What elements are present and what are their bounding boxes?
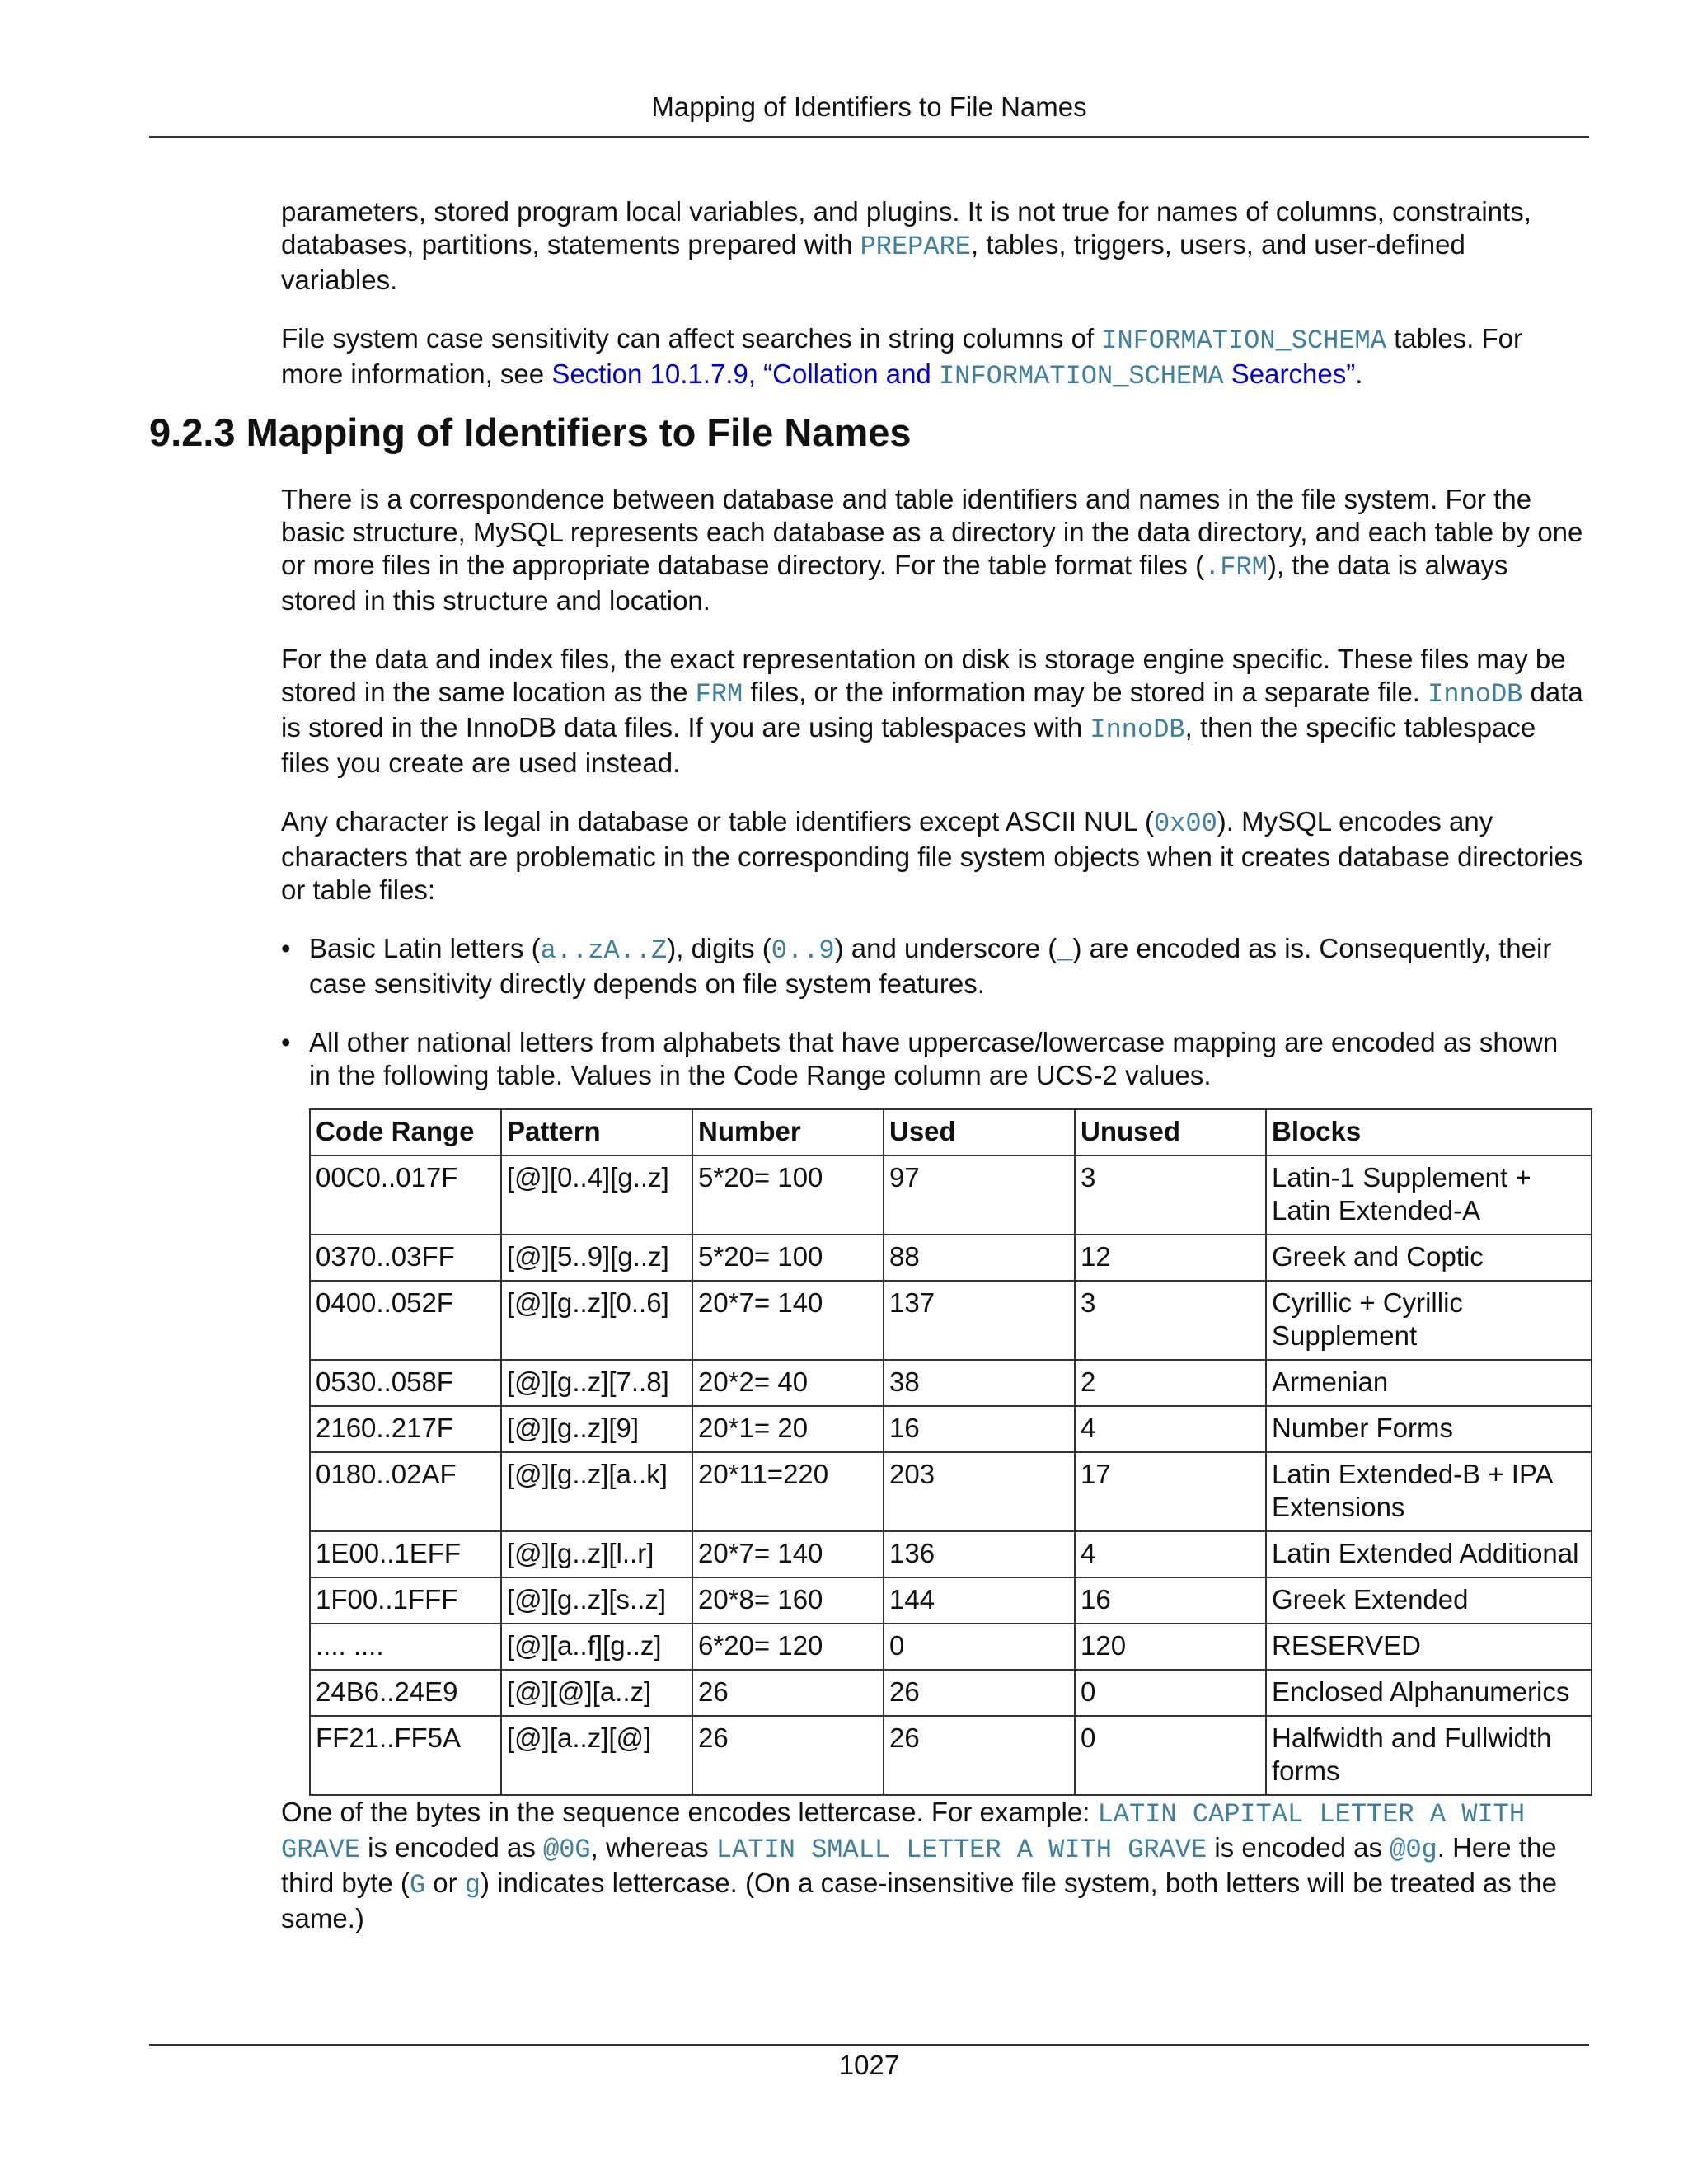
section-paragraph-3: Any character is legal in database or table identifiers except ASCII NUL (0x00). MySQL encodes any characters that are problematic in the corresponding file system objects when it creates database directories or table files:	[281, 806, 1583, 905]
lettercase-paragraph: One of the bytes in the sequence encodes lettercase. For example: LATIN CAPITAL LETTER A WITH GRAVE is encoded as @0G, whereas LATIN SMALL LETTER A WITH GRAVE is encoded as @0g. Here the third byte (G or g) indicates lettercase. (On a case-insensitive file system, both letters will be treated as the same.)	[281, 1797, 1557, 1933]
column-header: Unused	[1075, 1109, 1266, 1155]
table-cell: 38	[884, 1360, 1075, 1406]
table-cell: RESERVED	[1266, 1624, 1592, 1670]
table-cell: [@][g..z][7..8]	[501, 1360, 692, 1406]
table-cell: 1F00..1FFF	[310, 1577, 501, 1624]
table-cell: 203	[884, 1452, 1075, 1531]
column-header: Blocks	[1266, 1109, 1592, 1155]
code-frm-ext: .FRM	[1204, 552, 1268, 583]
table-cell: Greek Extended	[1266, 1577, 1592, 1624]
section-paragraph-2: For the data and index files, the exact representation on disk is storage engine specific. These files may be stored in the same location as the FRM files, or the information may be stored in a separate file. InnoDB data is stored in the InnoDB data files. If you are using tablespaces with InnoDB, then the specific tablespace files you create are used instead.	[281, 644, 1583, 778]
table-cell: .... ....	[310, 1624, 501, 1670]
table-cell: FF21..FF5A	[310, 1716, 501, 1795]
table-cell: [@][a..z][@]	[501, 1716, 692, 1795]
table-cell: 0	[1075, 1716, 1266, 1795]
table-cell: 88	[884, 1235, 1075, 1281]
table-cell: 12	[1075, 1235, 1266, 1281]
code-range-table	[309, 1108, 1592, 1796]
table-header-row	[310, 1109, 1592, 1155]
table-cell: 0400..052F	[310, 1281, 501, 1360]
list-item: • Basic Latin letters (a..zA..Z), digits (0..9) and underscore (_) are encoded as is. Consequently, their case sensitivity directly depends on file system features.	[281, 933, 1552, 999]
table-cell: 00C0..017F	[310, 1155, 501, 1235]
table-cell: 26	[884, 1716, 1075, 1795]
table-row	[310, 1360, 1592, 1406]
table-cell: 137	[884, 1281, 1075, 1360]
table-body	[310, 1155, 1592, 1795]
page-number: 1027	[838, 2050, 900, 2080]
table-row	[310, 1281, 1592, 1360]
table-row	[310, 1235, 1592, 1281]
code-nul: 0x00	[1153, 808, 1217, 839]
table-row	[310, 1716, 1592, 1795]
code-innodb-2: InnoDB	[1090, 715, 1185, 745]
table-cell: 0180..02AF	[310, 1452, 501, 1531]
column-header: Pattern	[501, 1109, 692, 1155]
table-cell: [@][g..z][l..r]	[501, 1531, 692, 1577]
table-cell: [@][a..f][g..z]	[501, 1624, 692, 1670]
table-cell: 20*1= 20	[692, 1406, 884, 1452]
table-cell: 26	[692, 1716, 884, 1795]
table-cell: 4	[1075, 1406, 1266, 1452]
table-cell: 4	[1075, 1531, 1266, 1577]
bullet-icon: •	[281, 1027, 291, 1057]
collation-section-link[interactable]: Section 10.1.7.9, “Collation and INFORMATION_SCHEMA Searches”	[551, 359, 1356, 391]
table-cell: 136	[884, 1531, 1075, 1577]
table-cell: 97	[884, 1155, 1075, 1235]
footer-rule	[149, 2044, 1589, 2046]
running-header: Mapping of Identifiers to File Names	[651, 91, 1087, 122]
table-cell: 16	[884, 1406, 1075, 1452]
section-paragraph-1: There is a correspondence between database and table identifiers and names in the file system. For the basic structure, MySQL represents each database as a directory in the data directory, and each table by one or more files in the appropriate database directory. For the table format files (.FRM), the data is always stored in this structure and location.	[281, 484, 1583, 616]
table-cell: 0370..03FF	[310, 1235, 501, 1281]
table-cell: Latin Extended Additional	[1266, 1531, 1592, 1577]
table-cell: 20*2= 40	[692, 1360, 884, 1406]
table-cell: 1E00..1EFF	[310, 1531, 501, 1577]
intro-paragraph-2: File system case sensitivity can affect searches in string columns of INFORMATION_SCHEMA tables. For more information, see Section 10.1.7.9, “Collation and INFORMATION_SCHEMA Searches”.	[281, 323, 1523, 391]
table-cell: Enclosed Alphanumerics	[1266, 1670, 1592, 1716]
code-frm: FRM	[695, 679, 743, 710]
encoding-bullet-list	[281, 932, 1583, 1092]
table-cell: 144	[884, 1577, 1075, 1624]
table-cell: 17	[1075, 1452, 1266, 1531]
table-cell: Armenian	[1266, 1360, 1592, 1406]
table-cell: 3	[1075, 1281, 1266, 1360]
table-cell: [@][g..z][s..z]	[501, 1577, 692, 1624]
table-cell: 2160..217F	[310, 1406, 501, 1452]
column-header: Code Range	[310, 1109, 501, 1155]
table-cell: 24B6..24E9	[310, 1670, 501, 1716]
table-cell: 6*20= 120	[692, 1624, 884, 1670]
code-information-schema: INFORMATION_SCHEMA	[1101, 326, 1386, 356]
table-cell: 5*20= 100	[692, 1155, 884, 1235]
table-cell: [@][g..z][9]	[501, 1406, 692, 1452]
table-row	[310, 1531, 1592, 1577]
table-cell: [@][g..z][0..6]	[501, 1281, 692, 1360]
table-row	[310, 1406, 1592, 1452]
code-innodb: InnoDB	[1428, 679, 1523, 710]
table-cell: 20*7= 140	[692, 1531, 884, 1577]
column-header: Number	[692, 1109, 884, 1155]
table-cell: 0530..058F	[310, 1360, 501, 1406]
table-cell: 20*7= 140	[692, 1281, 884, 1360]
table-cell: 2	[1075, 1360, 1266, 1406]
table-row	[310, 1577, 1592, 1624]
column-header: Used	[884, 1109, 1075, 1155]
table-cell: [@][5..9][g..z]	[501, 1235, 692, 1281]
table-cell: 5*20= 100	[692, 1235, 884, 1281]
table-cell: Greek and Coptic	[1266, 1235, 1592, 1281]
table-cell: 120	[1075, 1624, 1266, 1670]
code-prepare: PREPARE	[860, 232, 971, 262]
table-cell: 16	[1075, 1577, 1266, 1624]
table-cell: 20*11=220	[692, 1452, 884, 1531]
table-cell: Cyrillic + Cyrillic Supplement	[1266, 1281, 1592, 1360]
section-body	[281, 483, 1583, 1961]
table-cell: [@][@][a..z]	[501, 1670, 692, 1716]
table-cell: 26	[692, 1670, 884, 1716]
table-cell: [@][0..4][g..z]	[501, 1155, 692, 1235]
table-cell: Latin-1 Supplement + Latin Extended-A	[1266, 1155, 1592, 1235]
header-rule	[149, 136, 1589, 138]
table-cell: 0	[884, 1624, 1075, 1670]
table-cell: 26	[884, 1670, 1075, 1716]
intro-text	[281, 195, 1583, 419]
section-heading: 9.2.3 Mapping of Identifiers to File Names	[149, 410, 912, 454]
table-cell: Number Forms	[1266, 1406, 1592, 1452]
bullet-icon: •	[281, 933, 291, 963]
table-cell: 3	[1075, 1155, 1266, 1235]
list-item: • All other national letters from alphabets that have uppercase/lowercase mapping are encoded as shown in the following table. Values in the Code Range column are UCS-2 values.	[281, 1027, 1559, 1090]
table-row	[310, 1155, 1592, 1235]
table-row	[310, 1452, 1592, 1531]
table-cell: Halfwidth and Fullwidth forms	[1266, 1716, 1592, 1795]
table-cell: 20*8= 160	[692, 1577, 884, 1624]
table-cell: Latin Extended-B + IPA Extensions	[1266, 1452, 1592, 1531]
table-cell: [@][g..z][a..k]	[501, 1452, 692, 1531]
table-row	[310, 1670, 1592, 1716]
table-cell: 0	[1075, 1670, 1266, 1716]
table-row	[310, 1624, 1592, 1670]
intro-paragraph-1: parameters, stored program local variables, and plugins. It is not true for names of columns, constraints, databases, partitions, statements prepared with PREPARE, tables, triggers, users, and user-defined variables.	[281, 196, 1531, 295]
